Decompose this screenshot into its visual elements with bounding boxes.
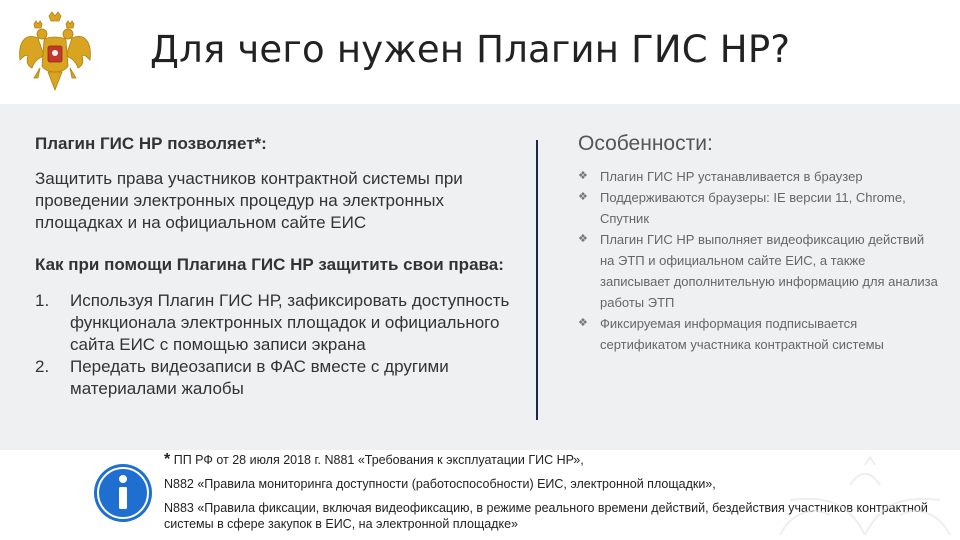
russian-coat-of-arms-icon [16,10,94,94]
feature-text: Фиксируемая информация подписывается сертификатом участника контрактной системы [600,316,884,352]
step-text: Используя Плагин ГИС НР, зафиксировать доступность функционала электронных площадок и официального сайта ЕИС с помощью записи экрана [70,291,510,354]
list-item [578,313,938,355]
page-title: Для чего нужен Плагин ГИС НР? [150,28,791,71]
feature-text: Плагин ГИС НР выполняет видеофиксацию действий на ЭТП и официальном сайте ЕИС, а также записывает дополнительную информацию для анализа работы ЭТП [600,232,938,310]
list-item [578,187,938,229]
diamond-bullet-icon: ❖ [578,317,588,329]
steps-list [35,290,525,400]
features-heading: Особенности: [578,132,713,155]
list-item [35,290,525,356]
diamond-bullet-icon: ❖ [578,170,588,182]
column-divider [536,140,538,420]
list-item [578,166,938,187]
left-text: Защитить права участников контрактной системы при проведении электронных процедур на электронных площадках и на официальном сайте ЕИС [35,169,463,232]
footnote-text: ПП РФ от 28 июля 2018 г. N881 «Требования к эксплуатации ГИС НР», [173,453,584,467]
features-list [578,166,938,355]
step-number: 2. [35,357,50,376]
left-subheading: Как при помощи Плагина ГИС НР защитить свои права: [35,255,504,274]
footnote-line: N882 «Правила мониторинга доступности (работоспособности) ЕИС, электронной площадки», [164,477,716,491]
diamond-bullet-icon: ❖ [578,191,588,203]
right-column [578,132,938,355]
info-icon [92,462,154,524]
watermark-eagle-icon [770,445,960,540]
list-item [578,229,938,313]
step-text: Передать видеозаписи в ФАС вместе с другими материалами жалобы [70,357,449,398]
footnote-star: * [164,451,171,468]
feature-text: Плагин ГИС НР устанавливается в браузер [600,169,863,184]
feature-text: Поддерживаются браузеры: IE версии 11, Chrome, Спутник [600,190,906,226]
left-column [35,134,525,400]
list-item [35,356,525,400]
diamond-bullet-icon: ❖ [578,233,588,245]
left-heading: Плагин ГИС НР позволяет*: [35,134,267,153]
footnote-line: N883 «Правила фиксации, включая видеофиксацию, в режиме реального времени действий, бездействия участников контрактной системы в сфере закупок в ЕИС, на электронной площадке» [164,501,928,531]
step-number: 1. [35,291,50,310]
